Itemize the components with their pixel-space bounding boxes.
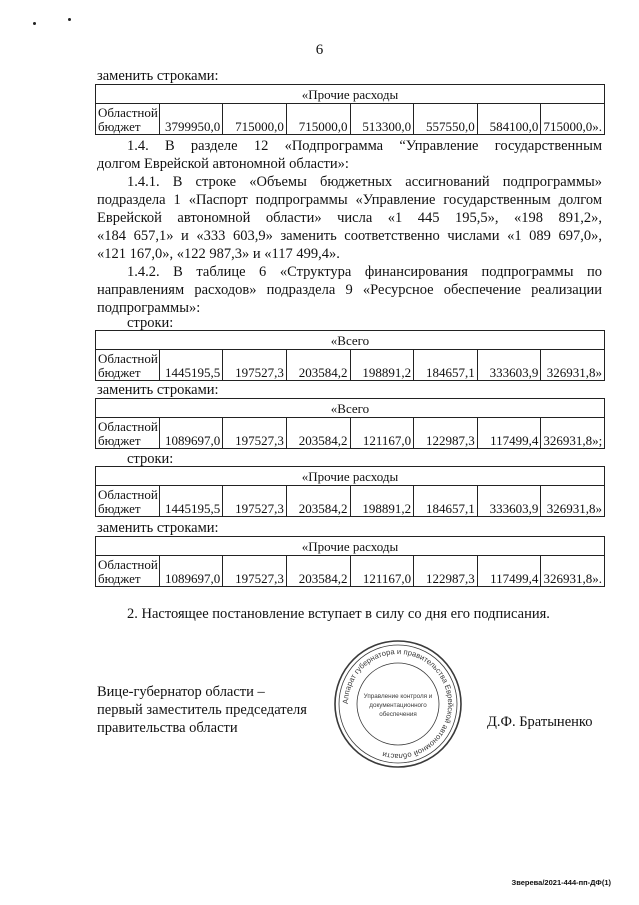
table-cell: 715000,0». [541,104,605,135]
table-cell: 203584,2 [286,486,350,517]
signer-title-line: первый заместитель председателя [97,702,307,718]
document-reference: Зверева/2021-444-пп-ДФ(1) [511,878,611,887]
table-header: «Всего [96,399,605,418]
row-label: Областной бюджет [96,486,160,517]
table-header: «Прочие расходы [96,537,605,556]
table-cell: 122987,3 [414,418,478,449]
seal-outer-text: Аппарат губернатора и правительства Еврейской автономной области [340,646,456,762]
table-row [96,350,605,381]
row-label: Областной бюджет [96,556,160,587]
table-cell: 197527,3 [223,350,287,381]
table-cell: 715000,0 [223,104,287,135]
table-cell: 203584,2 [286,350,350,381]
page-number: 6 [315,42,324,58]
row-label: Областной бюджет [96,418,160,449]
official-seal [332,638,464,770]
table-cell: 197527,3 [223,418,287,449]
table-cell: 184657,1 [414,350,478,381]
table-cell: 584100,0 [477,104,541,135]
scan-speck [68,18,71,21]
table-header: «Прочие расходы [96,85,605,104]
table-cell: 203584,2 [286,556,350,587]
table-row [96,104,605,135]
table-cell: 121167,0 [350,556,414,587]
seal-inner-line: обеспечения [379,711,417,718]
table-row [96,556,605,587]
table-cell: 333603,9 [477,350,541,381]
budget-table-1 [95,84,605,135]
signer-title-line: Вице-губернатор области – [97,684,265,700]
table-cell: 117499,4 [477,418,541,449]
table-cell: 715000,0 [286,104,350,135]
paragraph-2: 2. Настоящее постановление вступает в силу со дня его подписания. [127,606,550,622]
rows-label: строки: [127,315,174,331]
table-row [96,418,605,449]
table-cell: 326931,8» [541,350,605,381]
budget-table-2 [95,330,605,381]
paragraph-1-4-2: 1.4.2. В таблице 6 «Структура финансирования подпрограммы по направлениям расходов» подраздела 9 «Ресурсное обеспечение реализации подпрограммы»: [97,264,602,316]
table-cell: 326931,8» [541,486,605,517]
signer-title [97,683,307,737]
seal-inner-line: Управление контроля и [363,693,433,700]
table-cell: 3799950,0 [159,104,223,135]
table-cell: 1089697,0 [159,556,223,587]
replace-label-3: заменить строками: [97,520,219,536]
table-cell: 326931,8»; [541,418,605,449]
budget-table-3 [95,398,605,449]
paragraph-1-4-1: 1.4.1. В строке «Объемы бюджетных ассигнований подпрограммы» подраздела 1 «Паспорт подпрограммы «Управление государственным долгом Еврейской автономной области» числа «1 445 195,5», «198 891,2», «184 657,1» и «333 603,9» заменить соответственно числами «1 089 697,0», «121 167,0», «122 987,3» и «117 499,4». [97,174,602,262]
table-cell: 184657,1 [414,486,478,517]
rows-label: строки: [127,451,174,467]
table-cell: 1445195,5 [159,486,223,517]
table-cell: 1445195,5 [159,350,223,381]
table-cell: 121167,0 [350,418,414,449]
table-cell: 117499,4 [477,556,541,587]
table-row [96,486,605,517]
budget-table-5 [95,536,605,587]
signer-title-line: правительства области [97,720,238,736]
table-cell: 326931,8». [541,556,605,587]
table-header: «Всего [96,331,605,350]
table-cell: 333603,9 [477,486,541,517]
table-cell: 513300,0 [350,104,414,135]
table-cell: 197527,3 [223,556,287,587]
table-cell: 198891,2 [350,350,414,381]
seal-inner-line: документационного [369,702,427,709]
scan-speck [33,22,36,25]
budget-table-4 [95,466,605,517]
table-cell: 557550,0 [414,104,478,135]
table-header: «Прочие расходы [96,467,605,486]
table-cell: 203584,2 [286,418,350,449]
table-cell: 198891,2 [350,486,414,517]
row-label: Областной бюджет [96,104,160,135]
table-cell: 197527,3 [223,486,287,517]
row-label: Областной бюджет [96,350,160,381]
table-cell: 122987,3 [414,556,478,587]
paragraph-1-4: 1.4. В разделе 12 «Подпрограмма “Управление государственным долгом Еврейской автономной области»: [97,138,602,172]
signer-name: Д.Ф. Братыненко [487,714,593,730]
table-cell: 1089697,0 [159,418,223,449]
replace-label-1: заменить строками: [97,68,219,84]
replace-label-2: заменить строками: [97,382,219,398]
